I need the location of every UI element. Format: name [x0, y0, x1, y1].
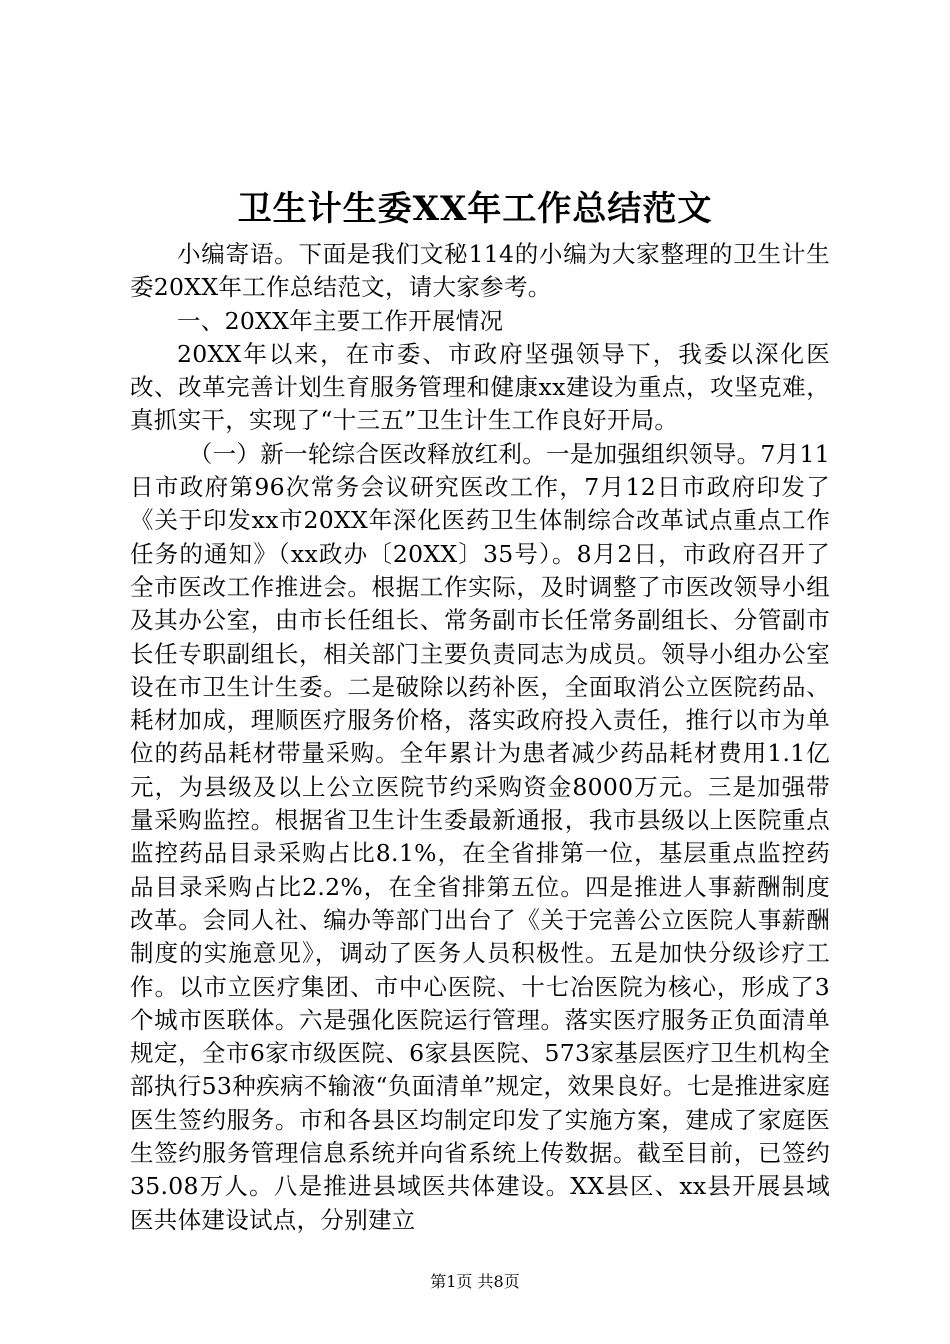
- document-title: 卫生计生委XX年工作总结范文: [237, 189, 713, 229]
- section-heading: 一、20XX年主要工作开展情况: [177, 306, 504, 335]
- paragraph-medical-reform: （一）新一轮综合医改释放红利。一是加强组织领导。7月11日市政府第96次常务会议研究医改工作，7月12日市政府印发了《关于印发xx市20XX年深化医药卫生体制综合改革试点重点工作任务的通知》（xx政办〔20XX〕35号）。8月2日，市政府召开了全市医改工作推进会。根据工作实际，及时调整了市医改领导小组及其办公室，由市长任组长、常务副市长任常务副组长、分管副市长任专职副组长，相关部门主要负责同志为成员。领导小组办公室设在市卫生计生委。二是破除以药补医，全面取消公立医院药品、耗材加成，理顺医疗服务价格，落实政府投入责任，推行以市为单位的药品耗材带量采购。全年累计为患者减少药品耗材费用1.1亿元，为县级及以上公立医院节约采购资金8000万元。三是加强带量采购监控。根据省卫生计生委最新通报，我市县级以上医院重点监控药品目录采购占比8.1%，在全省排第一位，基层重点监控药品目录采购占比2.2%，在全省排第五位。四是推进人事薪酬制度改革。会同人社、编办等部门出台了《关于完善公立医院人事薪酬制度的实施意见》，调动了医务人员积极性。五是加快分级诊疗工作。以市立医疗集团、市中心医院、十七冶医院为核心，形成了3个城市医联体。六是强化医院运行管理。落实医疗服务正负面清单规定，全市6家市级医院、6家县医院、573家基层医疗卫生机构全部执行53种疾病不输液“负面清单”规定，效果良好。七是推进家庭医生签约服务。市和各县区均制定印发了实施方案，建成了家庭医生签约服务管理信息系统并向省系统上传数据。截至目前，已签约35.08万人。八是推进县域医共体建设。XX县区、xx县开展县域医共体建设试点，分别建立: [130, 439, 830, 1234]
- page-number: 第1页 共8页: [430, 1272, 520, 1291]
- document-body: [130, 238, 830, 1237]
- paragraph-intro: 小编寄语。下面是我们文秘114的小编为大家整理的卫生计生委20XX年工作总结范文，请大家参考。: [130, 240, 830, 302]
- paragraph-overview: 20XX年以来，在市委、市政府坚强领导下，我委以深化医改、改革完善计划生育服务管理和健康xx建设为重点，攻坚克难，真抓实干，实现了“十三五”卫生计生工作良好开局。: [130, 339, 830, 435]
